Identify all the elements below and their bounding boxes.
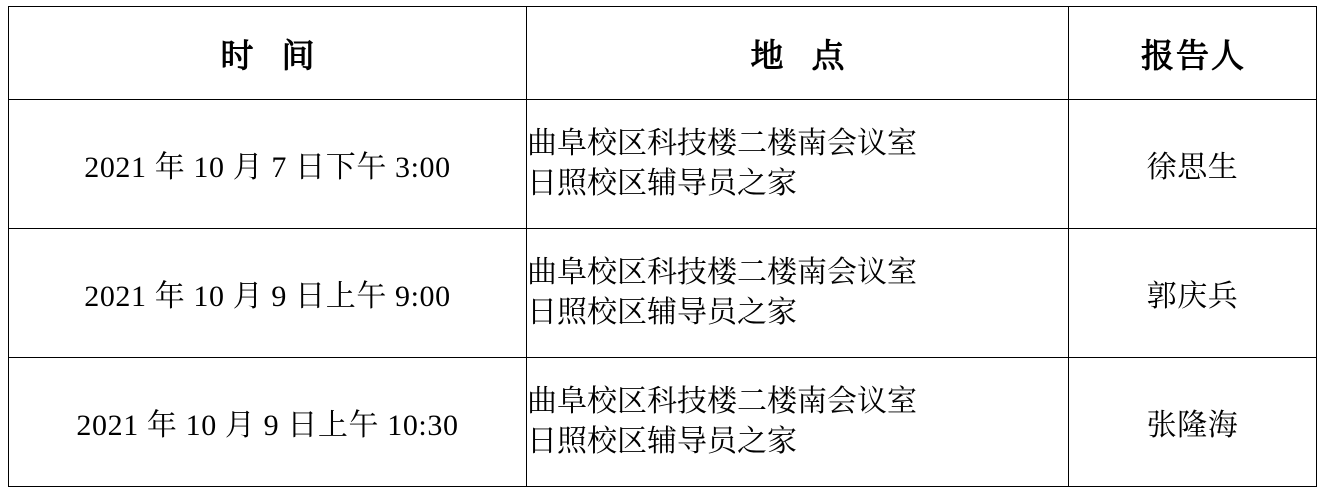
schedule-table [8,6,1317,487]
cell-place [527,100,1069,229]
cell-place-line-2: 日照校区辅导员之家 [527,296,797,329]
cell-place [527,358,1069,487]
table-row [9,358,1317,487]
column-header-time: 时 间 [9,7,527,100]
column-header-place: 地 点 [527,7,1069,100]
cell-time: 2021 年 10 月 7 日下午 3:00 [9,100,527,229]
cell-time: 2021 年 10 月 9 日上午 9:00 [9,229,527,358]
table-header-row [9,7,1317,100]
cell-place-line-1: 曲阜校区科技楼二楼南会议室 [527,256,917,290]
cell-person: 张隆海 [1069,358,1317,487]
table-body [9,100,1317,487]
column-header-person: 报告人 [1069,7,1317,100]
cell-person: 徐思生 [1069,100,1317,229]
cell-place-line-2: 日照校区辅导员之家 [527,425,797,458]
cell-place-line-1: 曲阜校区科技楼二楼南会议室 [527,127,917,161]
cell-place [527,229,1069,358]
table-header [9,7,1317,100]
table-row [9,100,1317,229]
table-row [9,229,1317,358]
cell-person: 郭庆兵 [1069,229,1317,358]
cell-time: 2021 年 10 月 9 日上午 10:30 [9,358,527,487]
cell-place-line-2: 日照校区辅导员之家 [527,167,797,200]
cell-place-line-1: 曲阜校区科技楼二楼南会议室 [527,385,917,419]
